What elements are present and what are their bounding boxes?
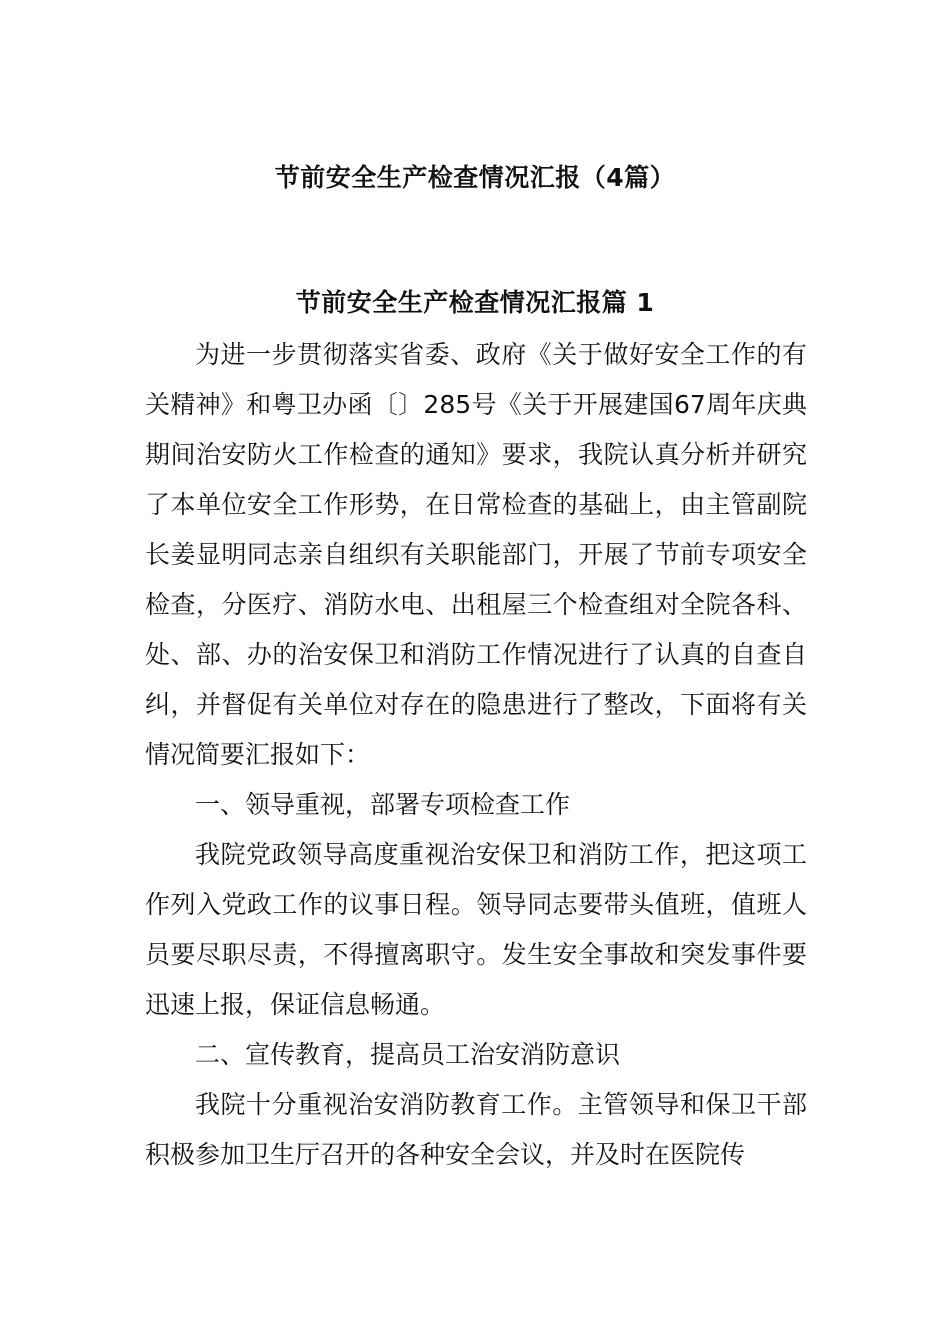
document-body <box>145 330 807 1180</box>
heading-leadership: 一、领导重视，部署专项检查工作 <box>195 790 571 819</box>
paragraph-education: 我院十分重视治安消防教育工作。主管领导和保卫干部积极参加卫生厅召开的各种安全会议，并及时在医院传 <box>145 1090 807 1169</box>
heading-education: 二、宣传教育，提高员工治安消防意识 <box>195 1040 621 1069</box>
section-title: 节前安全生产检查情况汇报篇 1 <box>295 288 655 317</box>
document-title: 节前安全生产检查情况汇报（4篇） <box>274 163 676 192</box>
paragraph-leadership: 我院党政领导高度重视治安保卫和消防工作，把这项工作列入党政工作的议事日程。领导同志要带头值班，值班人员要尽职尽责，不得擅离职守。发生安全事故和突发事件要迅速上报，保证信息畅通。 <box>145 840 807 1019</box>
paragraph-intro: 为进一步贯彻落实省委、政府《关于做好安全工作的有关精神》和粤卫办函〔〕285号《关于开展建国67周年庆典期间治安防火工作检查的通知》要求，我院认真分析并研究了本单位安全工作形势，在日常检查的基础上，由主管副院长姜显明同志亲自组织有关职能部门，开展了节前专项安全检查，分医疗、消防水电、出租屋三个检查组对全院各科、处、部、办的治安保卫和消防工作情况进行了认真的自查自纠，并督促有关单位对存在的隐患进行了整改，下面将有关情况简要汇报如下： <box>145 340 807 769</box>
